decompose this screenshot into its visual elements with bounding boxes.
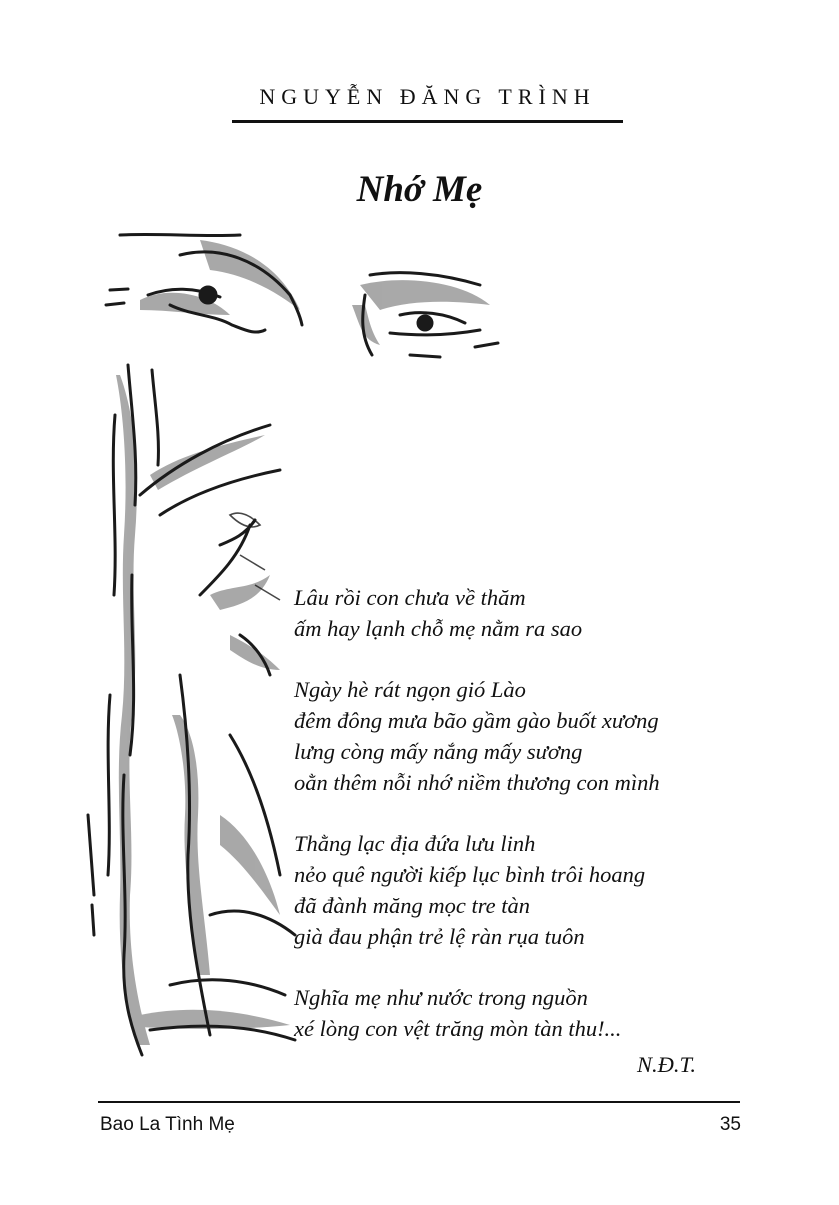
poem-line: Thằng lạc địa đứa lưu linh xyxy=(294,831,536,856)
poem-line: nẻo quê người kiếp lục bình trôi hoang xyxy=(294,862,646,887)
poem-line: đã đành măng mọc tre tàn xyxy=(294,893,531,918)
footer-divider xyxy=(98,1101,740,1103)
page-number: 35 xyxy=(719,1114,741,1135)
poem-line: oằn thêm nỗi nhớ niềm thương con mình xyxy=(294,770,660,795)
poem-line: Lâu rồi con chưa về thăm xyxy=(294,585,526,610)
poem-line: ấm hay lạnh chỗ mẹ nằm ra sao xyxy=(294,616,583,641)
author-name: NGUYỄN ĐĂNG TRÌNH xyxy=(259,84,596,109)
author-underline xyxy=(232,120,623,123)
poem-line: đêm đông mưa bão gầm gào buốt xương xyxy=(294,708,659,733)
stanza xyxy=(294,674,754,798)
poem-title: Nhớ Mẹ xyxy=(356,169,483,210)
poem-signature: N.Đ.T. xyxy=(637,1052,696,1077)
poem-line: Ngày hè rát ngọn gió Lào xyxy=(294,677,526,702)
stanza xyxy=(294,828,754,952)
stanza xyxy=(294,582,754,644)
poem-body xyxy=(294,582,754,1044)
poem-line: lưng còng mấy nắng mấy sương xyxy=(294,739,583,764)
stanza xyxy=(294,982,754,1044)
poem-line: xé lòng con vệt trăng mòn tàn thu!... xyxy=(294,1016,622,1041)
poem-line: Nghĩa mẹ như nước trong nguồn xyxy=(294,985,588,1010)
footer-book-title: Bao La Tình Mẹ xyxy=(100,1114,235,1135)
poem-line: già đau phận trẻ lệ ràn rụa tuôn xyxy=(294,924,585,949)
